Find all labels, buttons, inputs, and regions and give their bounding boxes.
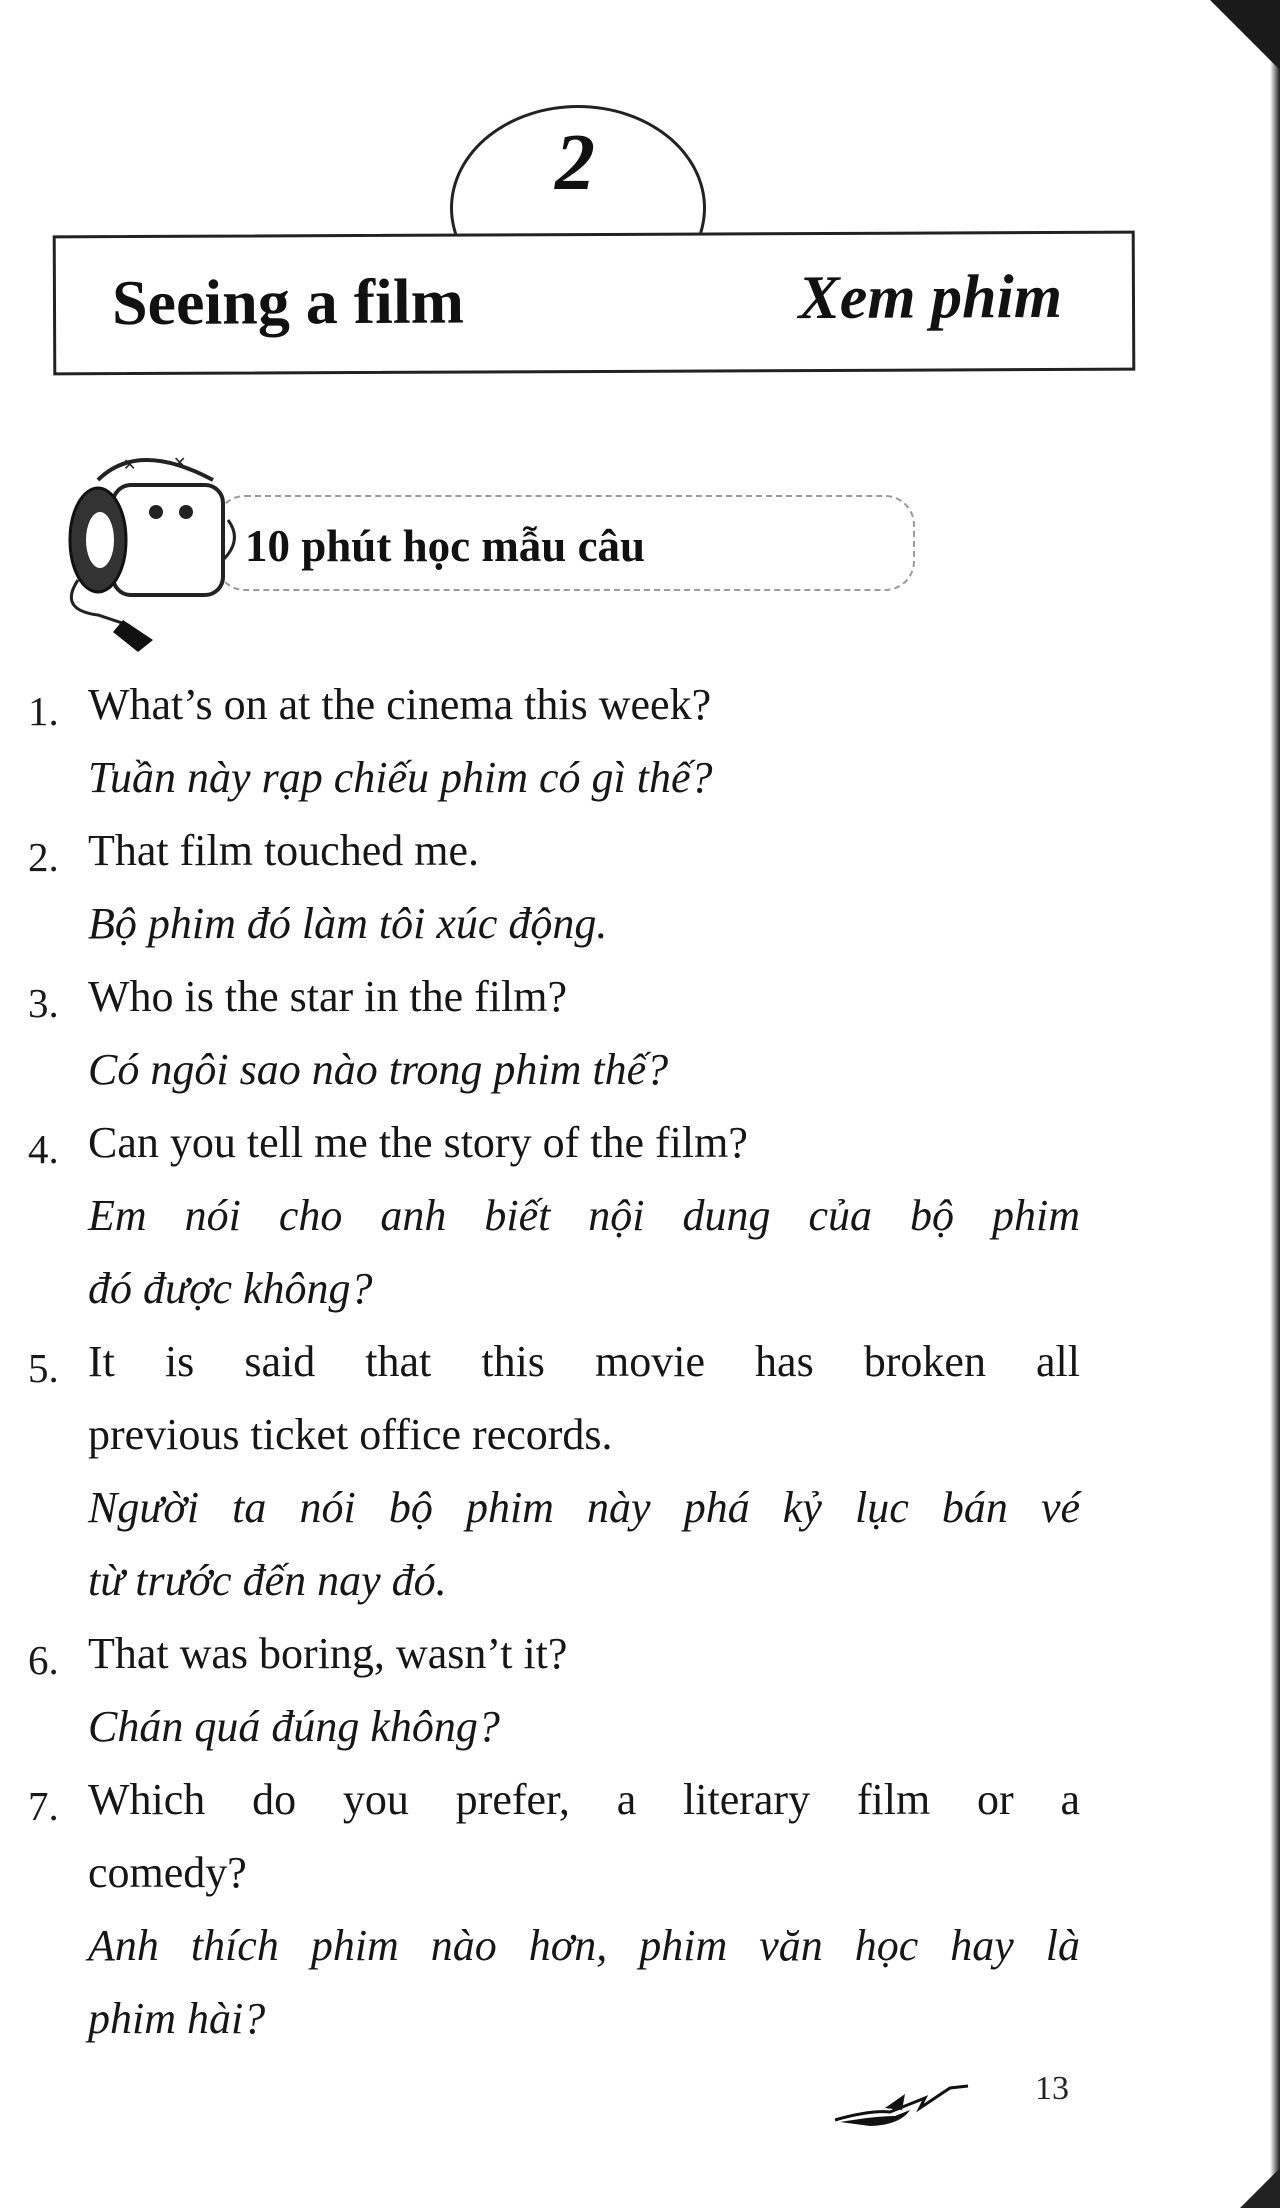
english-sentence-line: comedy? xyxy=(88,1848,247,1897)
item-number: 7. xyxy=(28,1783,59,1829)
chapter-title-vietnamese: Xem phim xyxy=(798,262,1063,333)
english-sentence-line: That film touched me. xyxy=(88,826,479,875)
vietnamese-translation-line: từ trước đến nay đó. xyxy=(88,1556,447,1605)
english-sentence-line: Who is the star in the film? xyxy=(88,972,567,1021)
chapter-title-english: Seeing a film xyxy=(111,265,465,339)
english-sentence-line: previous ticket office records. xyxy=(88,1410,613,1459)
vietnamese-translation-line: Tuần này rạp chiếu phim có gì thế? xyxy=(88,753,713,802)
vietnamese-translation-line: Chán quá đúng không? xyxy=(88,1702,500,1751)
english-sentence-line: Can you tell me the story of the film? xyxy=(88,1118,748,1167)
vietnamese-translation-line: Người ta nói bộ phim này phá kỷ lục bán vé xyxy=(88,1483,1080,1532)
page-number: 13 xyxy=(1035,2070,1069,2107)
vietnamese-translation-line: Bộ phim đó làm tôi xúc động. xyxy=(88,899,608,948)
page-bottom-corner-shadow xyxy=(1240,2168,1280,2208)
item-number: 6. xyxy=(28,1637,59,1683)
english-sentence-line: What’s on at the cinema this week? xyxy=(88,680,712,729)
vietnamese-translation-line: đó được không? xyxy=(88,1264,373,1313)
svg-text:✕: ✕ xyxy=(123,457,137,474)
item-number: 4. xyxy=(28,1126,59,1172)
chapter-title-box xyxy=(53,231,1136,376)
vietnamese-translation-line: Em nói cho anh biết nội dung của bộ phim xyxy=(88,1191,1080,1240)
svg-text:✕: ✕ xyxy=(173,455,187,472)
english-sentence-line: Which do you prefer, a literary film or a xyxy=(88,1775,1080,1824)
chapter-number: 2 xyxy=(555,119,595,207)
vietnamese-translation-line: phim hài? xyxy=(88,1994,266,2043)
page-edge-shadow xyxy=(1270,0,1280,2208)
item-number: 3. xyxy=(28,980,59,1026)
item-number: 2. xyxy=(28,834,59,880)
vietnamese-translation-line: Anh thích phim nào hơn, phim văn học hay là xyxy=(88,1921,1080,1970)
bird-icon xyxy=(830,2080,970,2130)
english-sentence-line: It is said that this movie has broken all xyxy=(88,1337,1080,1386)
item-number: 1. xyxy=(28,688,59,734)
vietnamese-translation-line: Có ngôi sao nào trong phim thế? xyxy=(88,1045,669,1094)
english-sentence-line: That was boring, wasn’t it? xyxy=(88,1629,568,1678)
page-corner-shadow xyxy=(1210,0,1280,70)
item-number: 5. xyxy=(28,1345,59,1391)
section-heading: 10 phút học mẫu câu xyxy=(245,521,646,571)
cassette-player-icon xyxy=(38,440,248,660)
